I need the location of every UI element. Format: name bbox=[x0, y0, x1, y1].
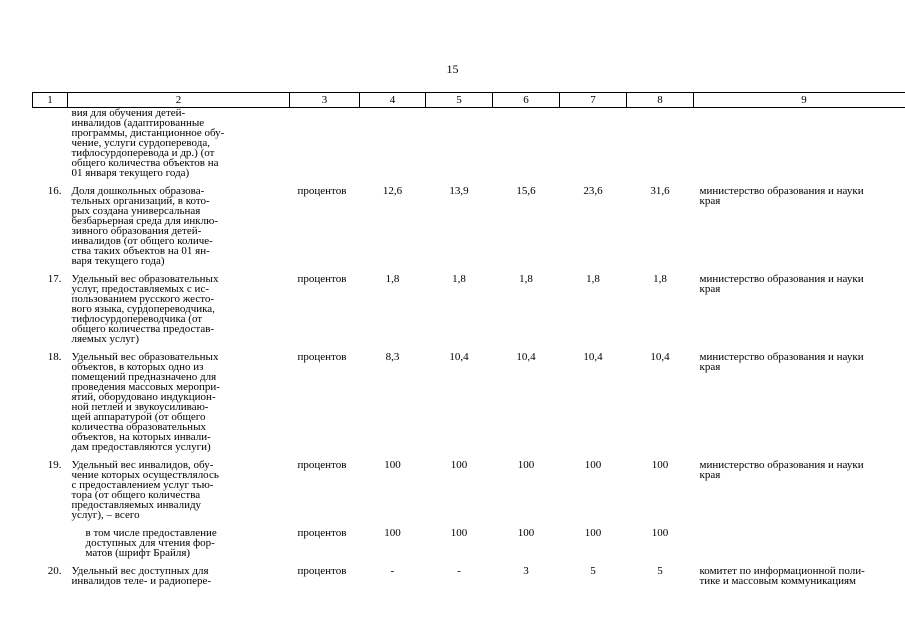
column-header: 5 bbox=[426, 93, 493, 108]
responsible-line: министерство образования и науки bbox=[699, 459, 864, 471]
responsible-line: края bbox=[699, 195, 721, 207]
responsible-cell bbox=[694, 178, 905, 266]
responsible-line: министерство образования и науки bbox=[699, 273, 864, 285]
indicator-name bbox=[68, 266, 290, 344]
column-header: 6 bbox=[493, 93, 560, 108]
indicator-name-line: дам предоставляются услуги) bbox=[71, 441, 211, 453]
responsible-cell bbox=[694, 520, 905, 558]
indicator-name bbox=[68, 452, 290, 520]
responsible-line: министерство образования и науки bbox=[699, 185, 864, 197]
column-header: 9 bbox=[694, 93, 905, 108]
responsible-cell bbox=[694, 266, 905, 344]
indicator-name-line: ляемых услуг) bbox=[71, 333, 140, 345]
indicator-name-line: количества образовательных bbox=[71, 421, 206, 433]
indicator-name bbox=[68, 344, 290, 452]
row-number: 17. bbox=[47, 273, 62, 285]
unit-cell: процентов bbox=[297, 459, 347, 471]
indicator-name bbox=[68, 178, 290, 266]
indicator-name-line: щей аппаратурой (от общего bbox=[71, 411, 206, 423]
value-cell: 100 bbox=[450, 459, 468, 471]
indicator-name bbox=[68, 558, 290, 586]
continuation-row bbox=[33, 108, 905, 179]
value-cell: 12,6 bbox=[382, 185, 403, 197]
value-cell: 13,9 bbox=[449, 185, 469, 197]
unit-cell: процентов bbox=[297, 527, 347, 539]
value-cell: 5 bbox=[657, 565, 663, 577]
indicator-name-line: услуг, предоставляемых с ис- bbox=[71, 283, 209, 295]
value-cell: 10,4 bbox=[449, 351, 469, 363]
indicator-name-line: варя текущего года) bbox=[71, 255, 165, 267]
table-row bbox=[33, 558, 905, 586]
indicator-name-line: Удельный вес образовательных bbox=[71, 351, 219, 363]
indicator-name-line: Удельный вес доступных для bbox=[71, 565, 209, 577]
value-cell: 23,6 bbox=[583, 185, 603, 197]
value-cell: 100 bbox=[450, 527, 468, 539]
responsible-cell bbox=[694, 452, 905, 520]
unit-cell: процентов bbox=[297, 351, 347, 363]
responsible-cell bbox=[694, 344, 905, 452]
row-number: 18. bbox=[47, 351, 62, 363]
value-cell: 1,8 bbox=[452, 273, 466, 285]
responsible-line: тике и массовым коммуникациям bbox=[699, 575, 856, 587]
indicator-name-line: ной петлей и звукоусиливаю- bbox=[71, 401, 209, 413]
indicator-name-line: Удельный вес образовательных bbox=[71, 273, 219, 285]
value-cell: 8,3 bbox=[385, 351, 400, 363]
responsible-cell bbox=[694, 558, 905, 586]
indicator-name-line: пользованием русского жесто- bbox=[71, 293, 215, 305]
column-header: 1 bbox=[33, 93, 68, 108]
indicator-name-line: матов (шрифт Брайля) bbox=[85, 547, 191, 559]
table-row bbox=[33, 344, 905, 452]
value-cell: 100 bbox=[584, 459, 602, 471]
value-cell: 100 bbox=[517, 527, 535, 539]
value-cell: - bbox=[457, 565, 461, 577]
column-header: 7 bbox=[560, 93, 627, 108]
table-header-row bbox=[33, 93, 905, 108]
table-row bbox=[33, 452, 905, 520]
indicator-name bbox=[68, 520, 290, 558]
row-number: 16. bbox=[47, 185, 62, 197]
indicator-name-line: тифлосурдопереводчика (от bbox=[71, 313, 203, 325]
indicator-name-line: чение которых осуществлялось bbox=[71, 469, 219, 481]
indicator-name-line: объектов, в которых одно из bbox=[71, 361, 204, 373]
value-cell: 100 bbox=[584, 527, 602, 539]
column-header: 3 bbox=[290, 93, 360, 108]
value-cell: 1,8 bbox=[653, 273, 667, 285]
indicator-name-line: зивного образования детей- bbox=[71, 225, 202, 237]
responsible-line: министерство образования и науки bbox=[699, 351, 864, 363]
indicator-name-line: тора (от общего количества bbox=[71, 489, 201, 501]
row-number: 20. bbox=[47, 565, 62, 577]
value-cell: 1,8 bbox=[519, 273, 533, 285]
value-cell: 10,4 bbox=[650, 351, 670, 363]
value-cell: 1,8 bbox=[385, 273, 400, 285]
indicator-name-line: доступных для чтения фор- bbox=[85, 537, 215, 549]
row-number: 19. bbox=[47, 459, 62, 471]
table-row bbox=[33, 520, 905, 558]
value-cell: 100 bbox=[384, 527, 401, 539]
page-number: 15 bbox=[446, 62, 459, 76]
unit-cell: процентов bbox=[297, 273, 347, 285]
indicator-name-line: в том числе предоставление bbox=[85, 527, 217, 539]
value-cell: 15,6 bbox=[516, 185, 536, 197]
value-cell: 100 bbox=[651, 527, 669, 539]
indicator-name-line: инвалидов теле- и радиопере- bbox=[71, 575, 212, 587]
indicator-name-line: помещений предназначено для bbox=[71, 371, 217, 383]
indicator-name-line: инвалидов (от общего количе- bbox=[71, 235, 213, 247]
indicator-name-line: Удельный вес инвалидов, обу- bbox=[71, 459, 214, 471]
indicator-name-line: объектов, на которых инвали- bbox=[71, 431, 211, 443]
responsible-line: комитет по информационной поли- bbox=[699, 565, 865, 577]
indicator-name-line: безбарьерная среда для инклю- bbox=[71, 215, 219, 227]
value-cell: 100 bbox=[651, 459, 669, 471]
unit-cell: процентов bbox=[297, 565, 347, 577]
indicator-name-line: вого языка, сурдопереводчика, bbox=[71, 303, 215, 315]
indicator-name-line: услуг), – всего bbox=[71, 509, 140, 521]
value-cell: - bbox=[390, 565, 395, 577]
column-header: 4 bbox=[360, 93, 426, 108]
row-number bbox=[33, 520, 68, 558]
indicator-name-line: проведения массовых меропри- bbox=[71, 381, 220, 393]
value-cell: 1,8 bbox=[586, 273, 600, 285]
value-cell: 100 bbox=[517, 459, 535, 471]
value-cell: 10,4 bbox=[516, 351, 536, 363]
responsible-line: края bbox=[699, 361, 721, 373]
indicator-name-line: ятий, оборудовано индукцион- bbox=[71, 391, 216, 403]
unit-cell: процентов bbox=[297, 185, 347, 197]
column-header: 2 bbox=[68, 93, 290, 108]
responsible-line: края bbox=[699, 469, 721, 481]
indicator-name-line: ства таких объектов на 01 ян- bbox=[71, 245, 210, 257]
value-cell: 5 bbox=[590, 565, 596, 577]
value-cell: 31,6 bbox=[650, 185, 670, 197]
table-row bbox=[33, 178, 905, 266]
value-cell: 3 bbox=[523, 565, 529, 577]
indicator-name-line: общего количества предостав- bbox=[71, 323, 215, 335]
indicator-name-line: рых создана универсальная bbox=[71, 205, 201, 217]
value-cell: 100 bbox=[384, 459, 401, 471]
table-row bbox=[33, 266, 905, 344]
indicators-table bbox=[32, 92, 905, 586]
continuation-text: вия для обучения детей- инвалидов (адаптированные программы, дистанционное обу- чение, услуги сурдоперевода, тифлосурдоперевода и др.) (от общего количества объектов на 01 января текущего года) bbox=[71, 107, 225, 179]
responsible-line: края bbox=[699, 283, 721, 295]
indicator-name-line: тельных организаций, в кото- bbox=[71, 195, 210, 207]
value-cell: 10,4 bbox=[583, 351, 603, 363]
indicator-name-line: с предоставлением услуг тью- bbox=[71, 479, 214, 491]
indicator-name-line: Доля дошкольных образова- bbox=[71, 185, 205, 197]
column-header: 8 bbox=[627, 93, 694, 108]
indicator-name-line: предоставляемых инвалиду bbox=[71, 499, 202, 511]
